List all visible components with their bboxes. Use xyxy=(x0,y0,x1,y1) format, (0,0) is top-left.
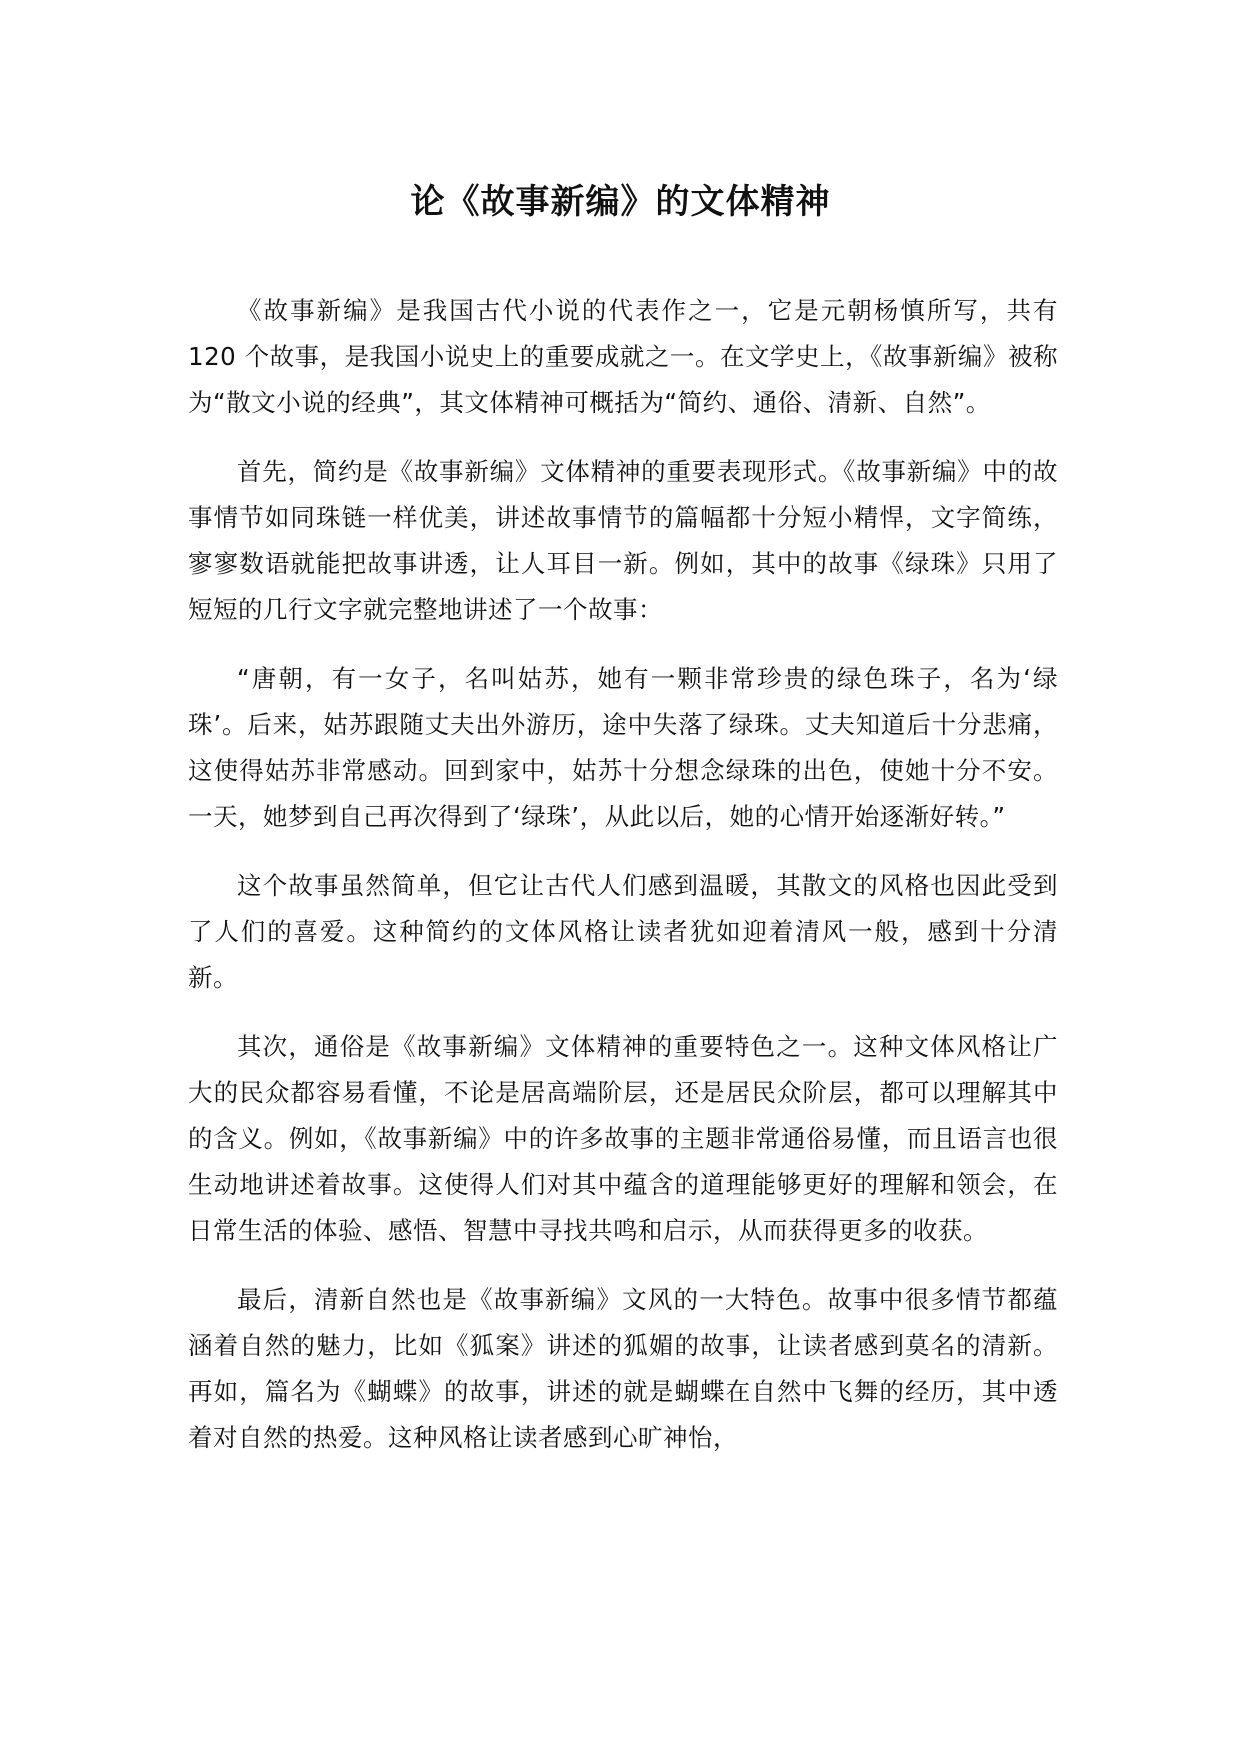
paragraph-natural: 最后，清新自然也是《故事新编》文风的一大特色。故事中很多情节都蕴涵着自然的魅力，比如《狐案》讲述的狐媚的故事，让读者感到莫名的清新。再如，篇名为《蝴蝶》的故事，讲述的就是蝴蝶在自然中飞舞的经历，其中透着对自然的热爱。这种风格让读者感到心旷神怡， xyxy=(188,1285,1058,1452)
paragraph-intro: 《故事新编》是我国古代小说的代表作之一，它是元朝杨慎所写，共有 120 个故事，是我国小说史上的重要成就之一。在文学史上，《故事新编》被称为“散文小说的经典”，其文体精神可概括为“简约、通俗、清新、自然”。 xyxy=(188,296,1058,417)
document-title: 论《故事新编》的文体精神 xyxy=(410,182,831,222)
document-body xyxy=(188,288,1058,1484)
paragraph-concise: 首先，简约是《故事新编》文体精神的重要表现形式。《故事新编》中的故事情节如同珠链一样优美，讲述故事情节的篇幅都十分短小精悍，文字简练，寥寥数语就能把故事讲透，让人耳目一新。例如，其中的故事《绿珠》只用了短短的几行文字就完整地讲述了一个故事： xyxy=(188,457,1058,624)
paragraph-popular: 其次，通俗是《故事新编》文体精神的重要特色之一。这种文体风格让广大的民众都容易看懂，不论是居高端阶层，还是居民众阶层，都可以理解其中的含义。例如，《故事新编》中的许多故事的主题非常通俗易懂，而且语言也很生动地讲述着故事。这使得人们对其中蕴含的道理能够更好的理解和领会，在日常生活的体验、感悟、智慧中寻找共鸣和启示，从而获得更多的收获。 xyxy=(188,1032,1058,1245)
paragraph-quote-lvzhu: “唐朝，有一女子，名叫姑苏，她有一颗非常珍贵的绿色珠子，名为‘绿珠’。后来，姑苏跟随丈夫出外游历，途中失落了绿珠。丈夫知道后十分悲痛，这使得姑苏非常感动。回到家中，姑苏十分想念绿珠的出色，使她十分不安。一天，她梦到自己再次得到了‘绿珠’，从此以后，她的心情开始逐渐好转。” xyxy=(188,664,1058,831)
paragraph-concise-summary: 这个故事虽然简单，但它让古代人们感到温暖，其散文的风格也因此受到了人们的喜爱。这种简约的文体风格让读者犹如迎着清风一般，感到十分清新。 xyxy=(188,871,1058,992)
